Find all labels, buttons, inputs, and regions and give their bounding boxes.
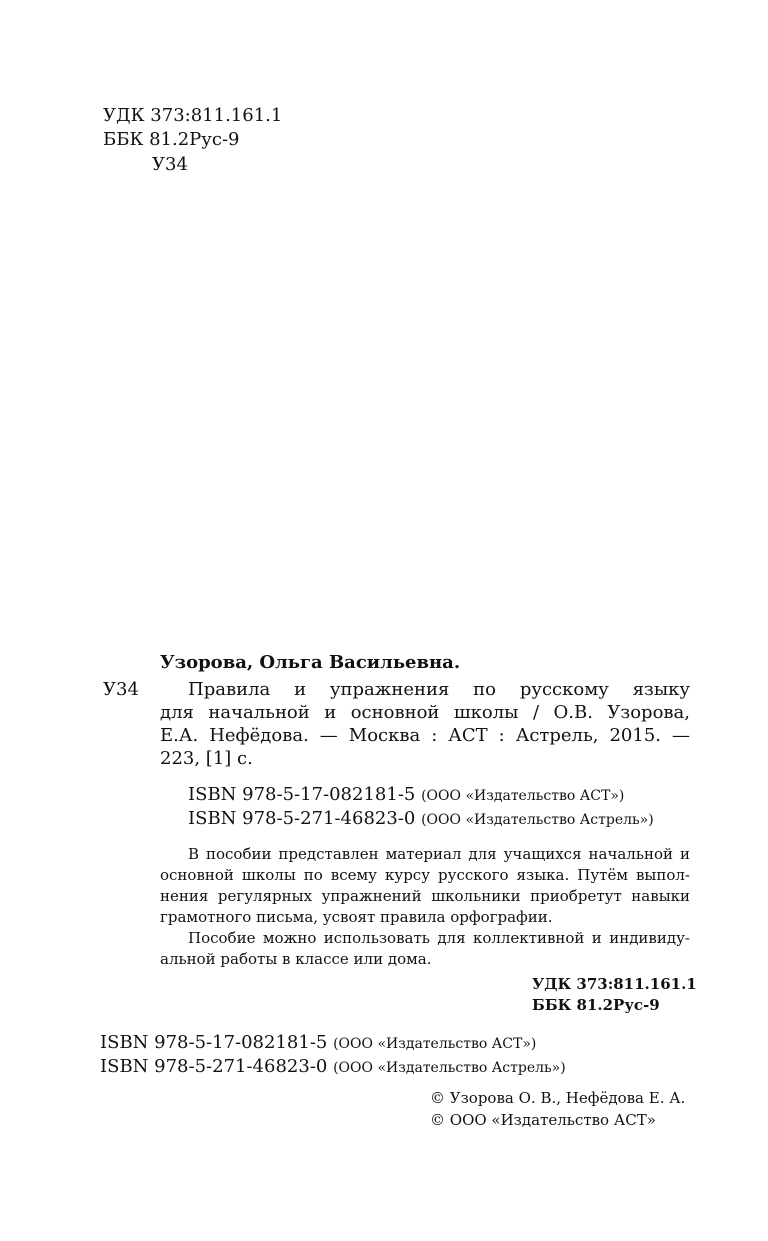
top-author-code: У34 (152, 154, 188, 175)
isbn-number: ISBN 978-5-17-082181-5 (100, 1032, 328, 1053)
isbn-number: ISBN 978-5-17-082181-5 (188, 784, 416, 805)
title-line: Е.А. Нефёдова. — Москва : АСТ : Астрель, 2015. — (160, 725, 690, 746)
author-heading: Узорова, Ольга Васильевна. (160, 652, 461, 673)
isbn-publisher: (ООО «Издательство АСТ») (333, 1036, 537, 1052)
abstract (160, 844, 690, 970)
copyright-publisher: © ООО «Издательство АСТ» (430, 1111, 656, 1129)
top-bbk: ББК 81.2Рус-9 (103, 129, 240, 150)
isbn-number: ISBN 978-5-271-46823-0 (188, 808, 416, 829)
entry-isbn-astrel (188, 808, 654, 829)
entry-udk: УДК 373:811.161.1 (532, 975, 697, 993)
title-line: 223, [1] с. (160, 748, 253, 769)
isbn-publisher: (ООО «Издательство Астрель») (333, 1060, 566, 1076)
abstract-paragraph: Пособие можно использовать для коллективной и индивиду- альной работы в классе или дома. (160, 929, 690, 968)
bottom-isbn-astrel (100, 1056, 566, 1077)
isbn-publisher: (ООО «Издательство Астрель») (421, 812, 654, 828)
entry-bbk: ББК 81.2Рус-9 (532, 996, 660, 1014)
abstract-paragraph: В пособии представлен материал для учащихся начальной и основной школы по всему курсу русского языка. Путём выпол- нения регулярных упражнений школьники приобретут навыки грамотного письма, усвоят правила орфографии. (160, 845, 690, 926)
top-udk: УДК 373:811.161.1 (103, 105, 283, 126)
title-line: Правила и упражнения по русскому языку (188, 679, 690, 700)
title-line: для начальной и основной школы / О.В. Узорова, (160, 702, 690, 723)
entry-isbn-ast (188, 784, 624, 805)
isbn-number: ISBN 978-5-271-46823-0 (100, 1056, 328, 1077)
bottom-isbn-ast (100, 1032, 536, 1053)
title-block (160, 678, 690, 770)
entry-author-code: У34 (103, 679, 139, 700)
copyright-authors: © Узорова О. В., Нефёдова Е. А. (430, 1089, 686, 1107)
isbn-publisher: (ООО «Издательство АСТ») (421, 788, 625, 804)
